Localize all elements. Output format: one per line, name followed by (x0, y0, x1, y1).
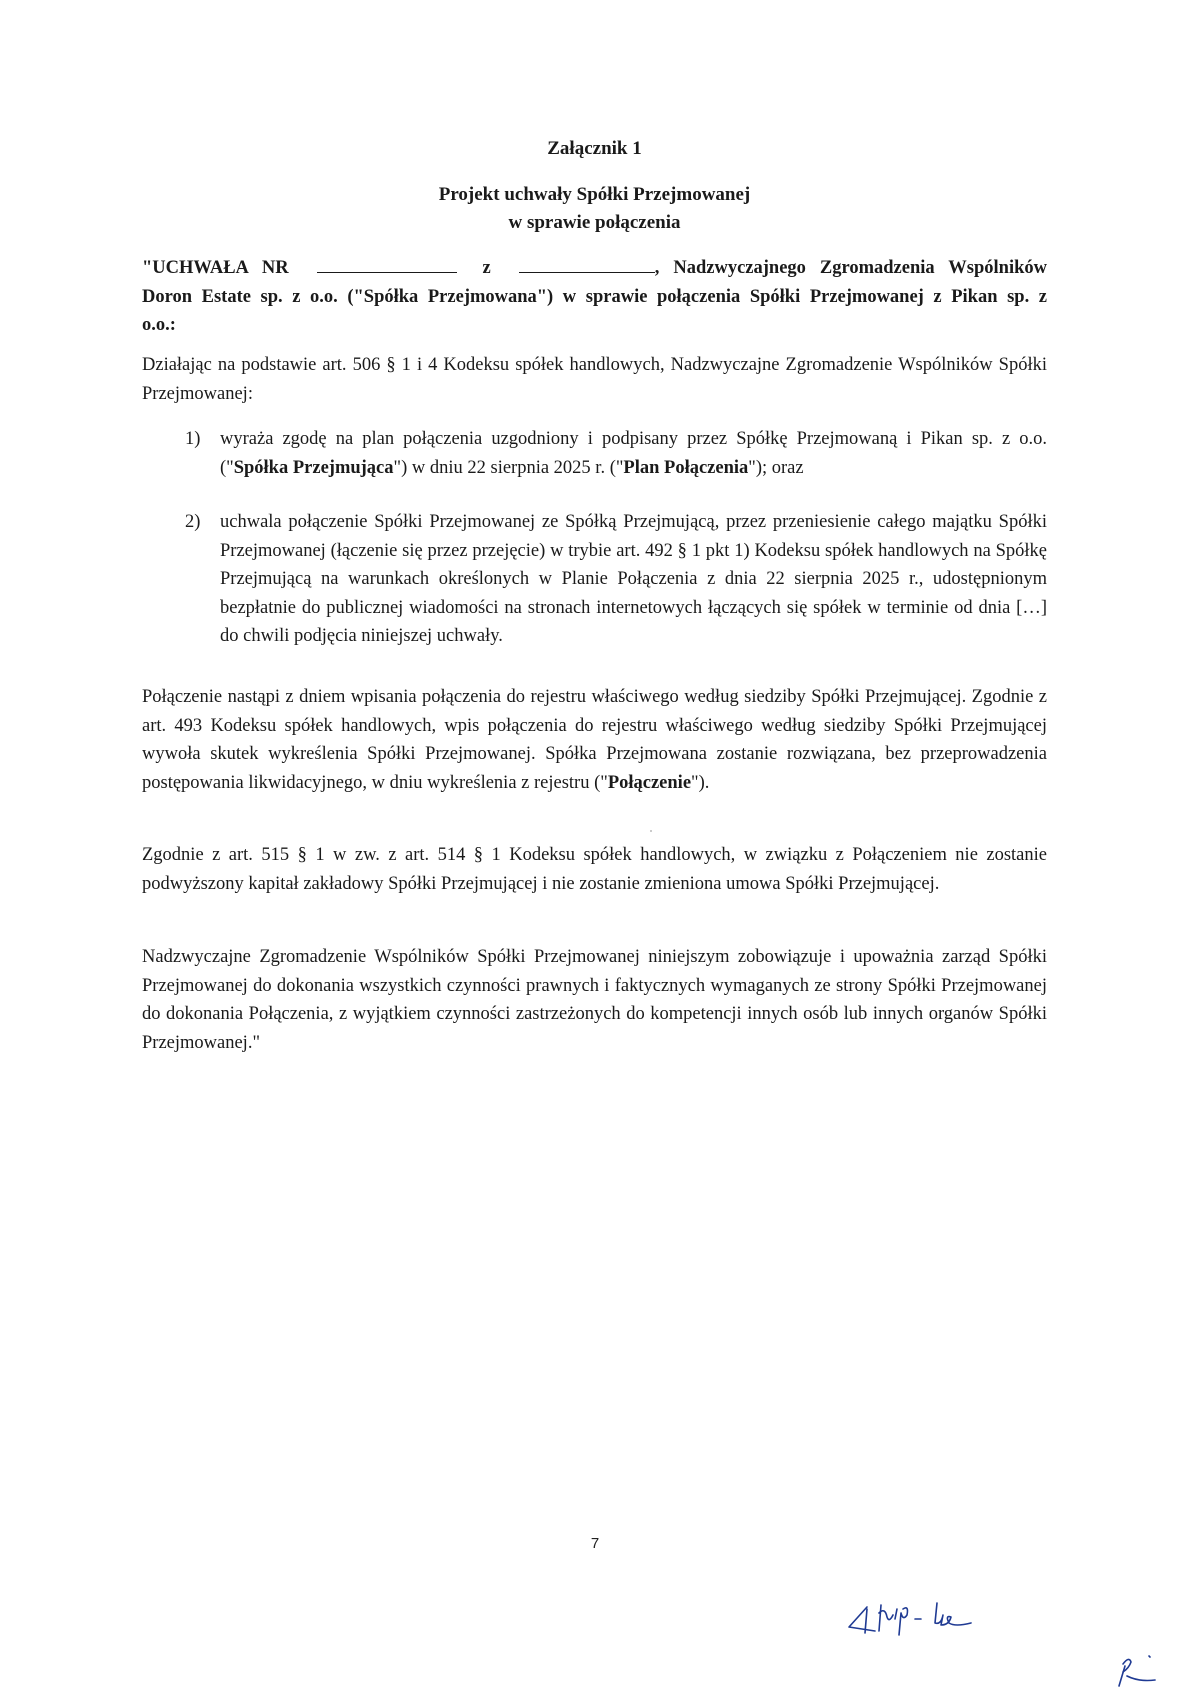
defined-term-merger-plan: Plan Połączenia (623, 457, 749, 478)
defined-term-merger: Połączenie (607, 772, 692, 793)
annex-title: Załącznik 1 (547, 138, 642, 159)
handwritten-initials-icon (1115, 1650, 1165, 1690)
document-title-line-2: w sprawie połączenia (508, 212, 681, 233)
resolution-header-prefix: "UCHWAŁA NR (142, 258, 289, 278)
resolution-date-blank (519, 256, 655, 273)
list-number: 2) (185, 512, 201, 532)
list-item-text: wyraża zgodę na plan połączenia uzgodniony i podpisany przez Spółkę Przejmowaną i Pikan sp. z o.o. ("Spółka Przejmująca") w dniu 22 sierpnia 2025 r. ("Plan Połączenia"); oraz (220, 429, 1047, 478)
capital-paragraph: Zgodnie z art. 515 § 1 w zw. z art. 514 § 1 Kodeksu spółek handlowych, w związku z Połączeniem nie zostanie podwyższony kapitał zakładowy Spółki Przejmującej i nie zostanie zmieniona umowa Spółki Przejmującej. (142, 845, 1047, 894)
merger-paragraph: Połączenie nastąpi z dniem wpisania połączenia do rejestru właściwego według siedziby Spółki Przejmującej. Zgodnie z art. 493 Kodeksu spółek handlowych, wpis połączenia do rejestru właściwego według siedziby Spółki Przejmującej wywoła skutek wykreślenia Spółki Przejmowanej. Spółka Przejmowana zostanie rozwiązana, bez przeprowadzenia postępowania likwidacyjnego, w dniu wykreślenia z rejestru ("Połączenie"). (142, 687, 1047, 793)
resolution-header-z: z (482, 258, 491, 278)
resolution-number-blank (317, 256, 457, 273)
list-item-text: uchwala połączenie Spółki Przejmowanej ze Spółką Przejmującą, przez przeniesienie całego majątku Spółki Przejmowanej (łączenie się przez przejęcie) w trybie art. 492 § 1 pkt 1) Kodeksu spółek handlowych na Spółkę Przejmującą na warunkach określonych w Planie Połączenia z dnia 22 sierpnia 2025 r., udostępnionym bezpłatnie do publicznej wiadomości na stronach internetowych łączących się spółek w terminie od dnia […] do chwili podjęcia niniejszej uchwały. (220, 512, 1047, 646)
list-number: 1) (185, 429, 201, 449)
defined-term-acquiring-company: Spółka Przejmująca (233, 457, 394, 478)
list-item-1 (142, 425, 1047, 482)
page-number: 7 (590, 1535, 600, 1552)
document-title-line-1: Projekt uchwały Spółki Przejmowanej (438, 184, 751, 205)
scan-speck (650, 830, 652, 832)
authorization-paragraph: Nadzwyczajne Zgromadzenie Wspólników Spółki Przejmowanej niniejszym zobowiązuje i upoważnia zarząd Spółki Przejmowanej do dokonania wszystkich czynności prawnych i faktycznych wymaganych ze strony Spółki Przejmowanej do dokonania Połączenia, z wyjątkiem czynności zastrzeżonych do kompetencji innych osób lub innych organów Spółki Przejmowanej." (142, 947, 1047, 1053)
list-item-2 (142, 508, 1047, 651)
resolution-header (142, 254, 1047, 340)
intro-paragraph: Działając na podstawie art. 506 § 1 i 4 Kodeksu spółek handlowych, Nadzwyczajne Zgromadzenie Wspólników Spółki Przejmowanej: (142, 355, 1047, 404)
resolution-header-rest: , Nadzwyczajnego Zgromadzenia Wspólników Doron Estate sp. z o.o. ("Spółka Przejmowana") w sprawie połączenia Spółki Przejmowanej z Pikan sp. z o.o.: (142, 258, 1048, 335)
handwritten-signature-icon (845, 1595, 985, 1645)
